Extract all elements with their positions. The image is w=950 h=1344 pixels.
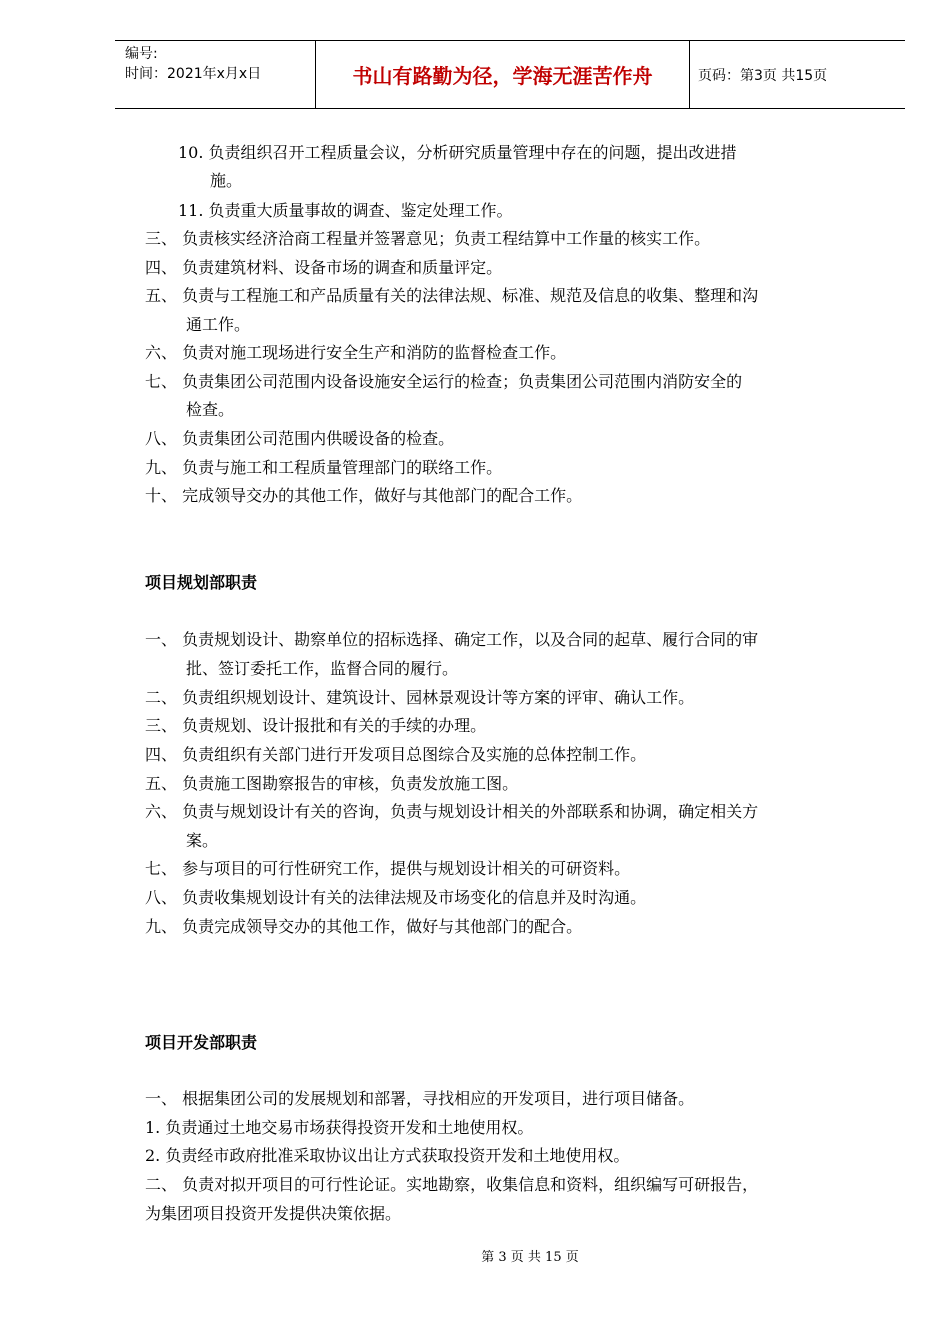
- list-item: 五、 负责与工程施工和产品质量有关的法律法规、标准、规范及信息的收集、整理和沟: [145, 286, 759, 305]
- list-item: 七、 负责集团公司范围内设备设施安全运行的检查；负责集团公司范围内消防安全的: [145, 372, 743, 391]
- header-motto: 书山有路勤为径，学海无涯苦作舟: [315, 41, 690, 108]
- list-item: 八、 负责收集规划设计有关的法律法规及市场变化的信息并及时沟通。: [145, 888, 647, 907]
- list-item-continuation: 为集团项目投资开发提供决策依据。: [145, 1204, 402, 1223]
- list-item: 五、 负责施工图勘察报告的审核，负责发放施工图。: [145, 774, 519, 793]
- list-item: 10. 负责组织召开工程质量会议，分析研究质量管理中存在的问题，提出改进措: [178, 143, 737, 162]
- list-item: 三、 负责核实经济洽商工程量并签署意见；负责工程结算中工作量的核实工作。: [145, 229, 711, 248]
- list-item: 四、 负责建筑材料、设备市场的调查和质量评定。: [145, 258, 503, 277]
- list-item: 七、 参与项目的可行性研究工作，提供与规划设计相关的可研资料。: [145, 859, 631, 878]
- list-item-continuation: 通工作。: [186, 315, 251, 334]
- header-meta-cell: [115, 41, 315, 108]
- list-item: 二、 负责组织规划设计、建筑设计、园林景观设计等方案的评审、确认工作。: [145, 688, 695, 707]
- list-item: 二、 负责对拟开项目的可行性论证。实地勘察，收集信息和资料，组织编写可研报告，: [145, 1175, 759, 1194]
- list-item: 六、 负责与规划设计有关的咨询，负责与规划设计相关的外部联系和协调，确定相关方: [145, 802, 759, 821]
- list-item-continuation: 施。: [210, 171, 243, 190]
- list-item: 八、 负责集团公司范围内供暖设备的检查。: [145, 429, 455, 448]
- section-title-planning: 项目规划部职责: [145, 573, 258, 592]
- list-item: 九、 负责完成领导交办的其他工作，做好与其他部门的配合。: [145, 917, 583, 936]
- list-item: 1. 负责通过土地交易市场获得投资开发和土地使用权。: [145, 1118, 534, 1137]
- list-item-continuation: 检查。: [186, 400, 235, 419]
- document-time-label: 时间：2021年x月x日: [125, 66, 262, 82]
- header-table: [115, 40, 905, 109]
- list-item: 11. 负责重大质量事故的调查、鉴定处理工作。: [178, 201, 513, 220]
- section-title-development: 项目开发部职责: [145, 1033, 258, 1052]
- list-item-continuation: 案。: [186, 831, 219, 850]
- list-item: 十、 完成领导交办的其他工作，做好与其他部门的配合工作。: [145, 486, 583, 505]
- list-item: 三、 负责规划、设计报批和有关的手续的办理。: [145, 716, 487, 735]
- list-item: 一、 负责规划设计、勘察单位的招标选择、确定工作，以及合同的起草、履行合同的审: [145, 630, 759, 649]
- list-item-continuation: 批、签订委托工作，监督合同的履行。: [186, 659, 459, 678]
- list-item: 一、 根据集团公司的发展规划和部署，寻找相应的开发项目，进行项目储备。: [145, 1089, 695, 1108]
- list-item: 九、 负责与施工和工程质量管理部门的联络工作。: [145, 458, 503, 477]
- page-footer: 第 3 页 共 15 页: [481, 1250, 579, 1265]
- list-item: 2. 负责经市政府批准采取协议出让方式获取投资开发和土地使用权。: [145, 1146, 630, 1165]
- document-number-label: 编号:: [125, 46, 158, 62]
- list-item: 六、 负责对施工现场进行安全生产和消防的监督检查工作。: [145, 343, 567, 362]
- header-page-info: 页码：第3页 共15页: [698, 68, 828, 84]
- list-item: 四、 负责组织有关部门进行开发项目总图综合及实施的总体控制工作。: [145, 745, 647, 764]
